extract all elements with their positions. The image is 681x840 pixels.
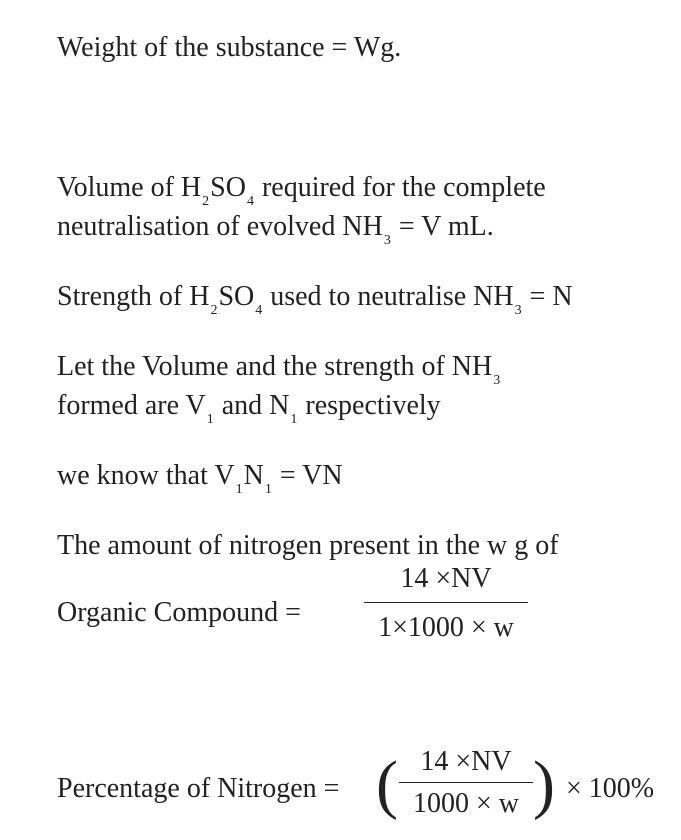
- volume-line: Volume of $H_2SO_4$ required for the complete: [57, 172, 546, 209]
- formed-line: formed are $V_1$ and $N_1$ respectively: [57, 390, 441, 427]
- percentage-suffix: × 100%: [566, 773, 655, 804]
- fraction-bar: [364, 602, 528, 603]
- organic-numerator: 14 ×NV: [400, 563, 492, 594]
- let-line: Let the Volume and the strength of $NH_3$: [57, 351, 501, 388]
- organic-compound-label: Organic Compound =: [57, 597, 301, 628]
- open-paren: (: [376, 748, 398, 821]
- percentage-label: Percentage of Nitrogen =: [57, 773, 340, 804]
- percent-numerator: 14 ×NV: [420, 746, 512, 777]
- organic-denominator: 1×1000 × w: [378, 612, 514, 643]
- close-paren: ): [533, 748, 555, 821]
- weight-line: Weight of the substance = Wg.: [57, 32, 402, 63]
- know-line: we know that $V_1N_1$ = VN: [57, 460, 343, 497]
- organic-fraction: [364, 562, 528, 645]
- percent-denominator: 1000 × w: [412, 788, 519, 819]
- strength-line: Strength of $H_2SO_4$ used to neutralise $NH_3 = N$: [57, 281, 573, 318]
- percentage-fraction: [399, 745, 533, 821]
- amount-line: The amount of nitrogen present in the w g of: [57, 530, 559, 561]
- neutralisation-line: neutralisation of evolved $NH_3 = V$ mL.: [57, 211, 494, 248]
- fraction-bar: [399, 782, 533, 783]
